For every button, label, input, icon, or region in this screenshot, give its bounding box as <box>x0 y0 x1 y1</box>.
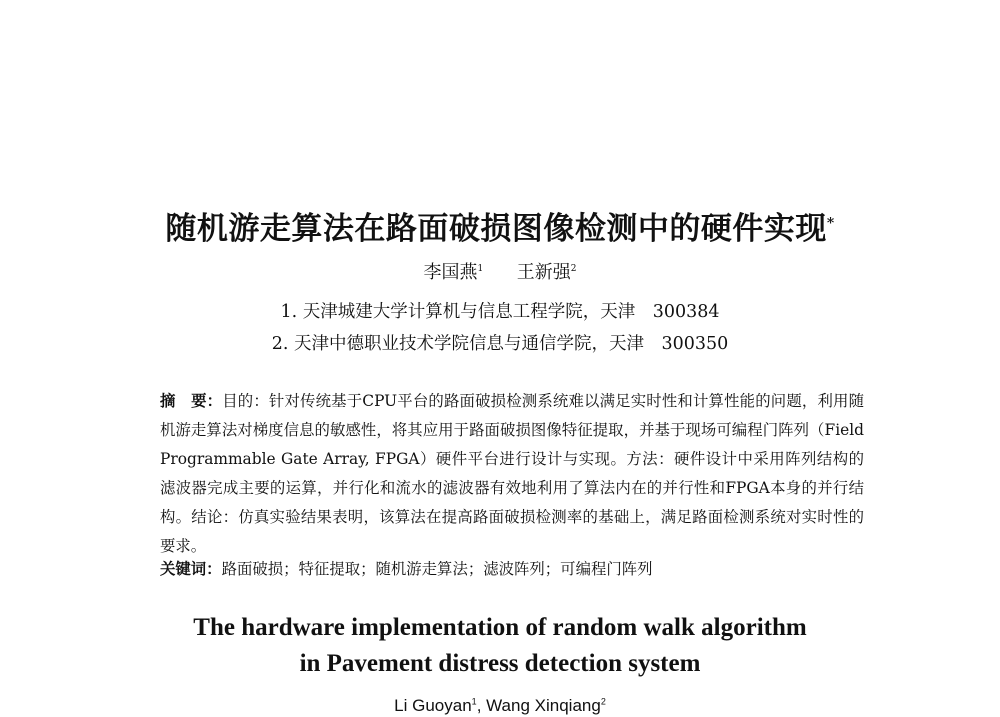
authors-chinese <box>0 258 1000 284</box>
paper-title-english-line-1: The hardware implementation of random walk algorithm <box>193 614 807 641</box>
author-affiliation-mark: 2 <box>600 696 606 707</box>
paper-title-chinese <box>0 203 1000 248</box>
abstract-text: 目的：针对传统基于CPU平台的路面破损检测系统难以满足实时性和计算性能的问题，利用随机游走算法对梯度信息的敏感性，将其应用于路面破损图像特征提取，并基于现场可编程门阵列（Field Programmable Gate Array, FPGA）硬件平台进行设计与实现。方法：硬件设计中采用阵列结构的滤波器完成主要的运算，并行化和流水的滤波器有效地利用了算法内在的并行性和FPGA本身的并行结构。结论：仿真实验结果表明，该算法在提高路面破损检测率的基础上，满足路面检测系统对实时性的要求。 <box>160 392 864 555</box>
author-separator: , <box>476 696 487 715</box>
author-affiliation-mark: 1 <box>471 696 477 707</box>
affiliation-2: 2. 天津中德职业技术学院信息与通信学院，天津 300350 <box>271 334 729 354</box>
keywords <box>160 557 864 579</box>
title-text: 随机游走算法在路面破损图像检测中的硬件实现 <box>165 211 827 247</box>
authors-english <box>0 696 1000 716</box>
author-affiliation-mark: 1 <box>477 264 484 274</box>
affiliation-1: 1. 天津城建大学计算机与信息工程学院，天津 300384 <box>280 302 720 322</box>
author-name: Wang Xinqiang <box>486 696 601 715</box>
paper-title-english-line-2: in Pavement distress detection system <box>299 650 701 677</box>
keywords-label: 关键词： <box>160 560 222 578</box>
author-affiliation-mark: 2 <box>570 264 577 274</box>
title-footnote-mark: * <box>826 215 835 232</box>
abstract <box>160 387 864 561</box>
author-name: 李国燕 <box>423 262 478 283</box>
author-name: 王新强 <box>516 262 571 283</box>
abstract-label: 摘 要： <box>160 392 223 410</box>
keywords-text: 路面破损；特征提取；随机游走算法；滤波阵列；可编程门阵列 <box>221 560 653 578</box>
author-name: Li Guoyan <box>394 696 472 715</box>
